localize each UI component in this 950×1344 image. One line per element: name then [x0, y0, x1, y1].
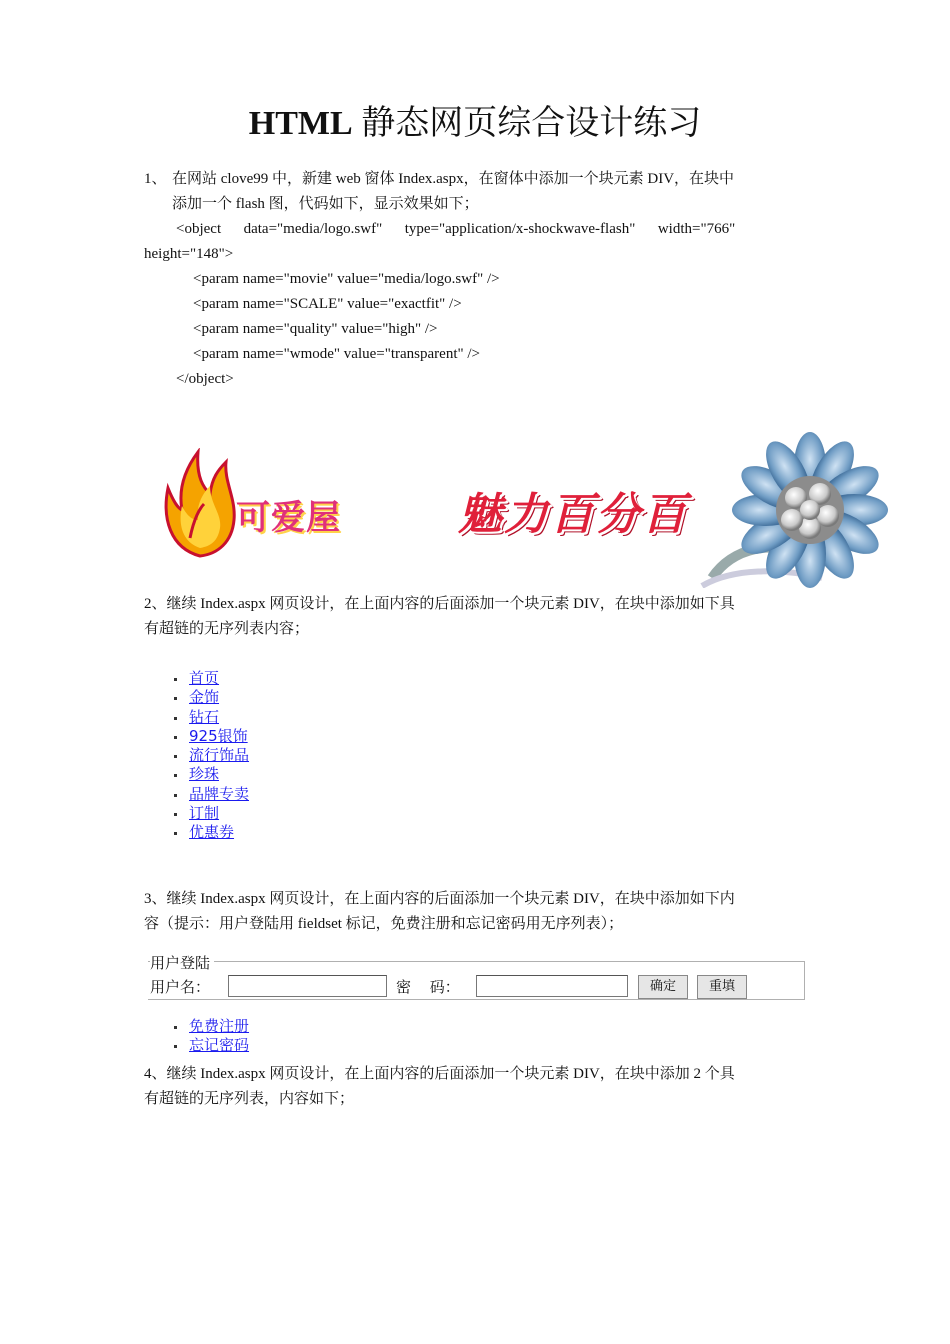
code-line-5: <param name="quality" value="high" />	[193, 321, 438, 337]
list-item	[172, 785, 249, 804]
nav-link-brands[interactable]: 品牌专卖	[189, 784, 250, 803]
list-item	[172, 727, 249, 746]
code-line-3: <param name="movie" value="media/logo.swf" />	[193, 271, 500, 287]
nav-link-gold[interactable]: 金饰	[189, 688, 220, 707]
jewel-flower-image	[692, 428, 916, 588]
section-4-line-1: 4、继续 Index.aspx 网页设计，在上面内容的后面添加一个块元素 DIV，在块中添加 2 个具	[144, 1066, 735, 1082]
code-line-2: height="148">	[144, 246, 234, 262]
list-item	[172, 746, 249, 765]
code-line-6: <param name="wmode" value="transparent" />	[193, 346, 480, 362]
login-legend: 用户登陆	[150, 952, 214, 973]
list-item	[172, 669, 249, 688]
username-input[interactable]	[228, 975, 387, 997]
section-2-line-1: 2、继续 Index.aspx 网页设计，在上面内容的后面添加一个块元素 DIV，在块中添加如下具	[144, 596, 735, 612]
username-label: 用户名：	[150, 978, 211, 996]
nav-link-home[interactable]: 首页	[189, 669, 220, 687]
flash-banner	[160, 428, 926, 588]
nav-link-silver[interactable]: 925银饰	[189, 726, 248, 745]
section-3-line-2: 容（提示：用户登陆用 fieldset 标记，免费注册和忘记密码用无序列表）；	[144, 916, 624, 932]
section-1-line-1: 在网站 clove99 中，新建 web 窗体 Index.aspx，在窗体中添加一个块元素 DIV，在块中	[172, 171, 735, 187]
section-2-line-2: 有超链的无序列表内容；	[144, 621, 310, 637]
section-4-paragraph	[144, 1062, 808, 1112]
list-item	[172, 708, 249, 727]
nav-link-list	[172, 669, 249, 843]
section-3-paragraph	[144, 887, 808, 937]
nav-link-pearl[interactable]: 珍珠	[189, 765, 220, 784]
list-item	[172, 1036, 249, 1055]
section-2-paragraph	[144, 592, 808, 642]
password-label: 密 码：	[396, 978, 460, 996]
forgot-password-link[interactable]: 忘记密码	[189, 1036, 250, 1055]
confirm-button[interactable]: 确定	[638, 975, 688, 999]
code-line-1: <object data="media/logo.swf" type="application/x-shockwave-flash" width="766"	[176, 221, 736, 237]
nav-link-diamond[interactable]: 钻石	[189, 707, 220, 726]
reset-button[interactable]: 重填	[697, 975, 747, 999]
account-link-list	[172, 1017, 249, 1056]
code-line-7: </object>	[176, 371, 234, 387]
code-line-4: <param name="SCALE" value="exactfit" />	[193, 296, 462, 312]
login-fieldset	[148, 950, 806, 1000]
register-link[interactable]: 免费注册	[189, 1017, 250, 1035]
flame-logo-icon	[160, 448, 240, 558]
section-1-paragraph	[144, 167, 808, 217]
logo-text: 可爱屋	[236, 498, 341, 538]
list-item	[172, 765, 249, 784]
slogan-text: 魅力百分百	[458, 489, 688, 540]
section-4-line-2: 有超链的无序列表，内容如下；	[144, 1091, 355, 1107]
nav-link-coupon[interactable]: 优惠券	[189, 823, 235, 842]
nav-link-fashion[interactable]: 流行饰品	[189, 746, 250, 765]
page-title	[0, 100, 950, 148]
list-item	[172, 688, 249, 707]
password-input[interactable]	[476, 975, 628, 997]
nav-link-custom[interactable]: 订制	[189, 804, 220, 823]
list-item	[172, 1017, 249, 1036]
section-1-line-2: 添加一个 flash 图，代码如下，显示效果如下；	[172, 196, 479, 212]
title-cjk: 静态网页综合设计练习	[361, 105, 702, 142]
list-item	[172, 804, 249, 823]
title-latin: HTML	[248, 105, 353, 142]
section-1-number: 1、	[144, 171, 167, 187]
section-3-line-1: 3、继续 Index.aspx 网页设计，在上面内容的后面添加一个块元素 DIV，在块中添加如下内	[144, 891, 735, 907]
list-item	[172, 823, 249, 842]
